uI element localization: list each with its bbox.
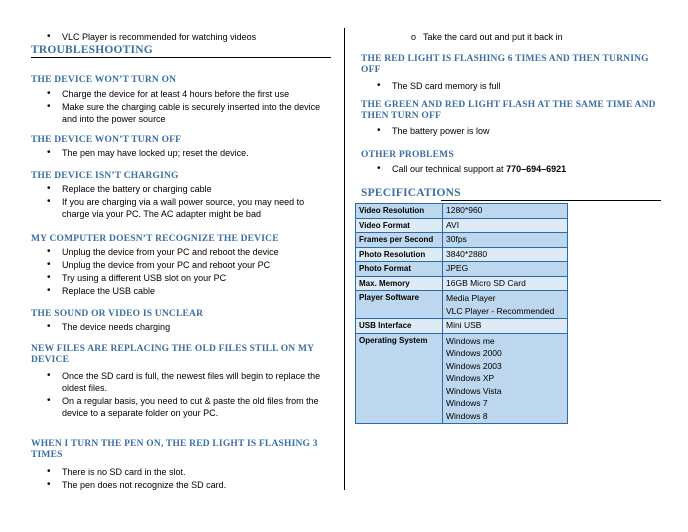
list-item: • Once the SD card is full, the newest files will begin to replace the oldest files. [31,370,331,394]
section-heading: THE SOUND OR VIDEO IS UNCLEAR [31,309,204,319]
section-heading: THE DEVICE WON’T TURN ON [31,75,177,85]
spec-value: Mini USB [443,319,568,334]
spec-key: Max. Memory [356,276,443,291]
spec-value-line: Windows Vista [446,385,502,396]
section-heading: THE GREEN AND RED LIGHT FLASH AT THE SAME TIME AND THEN TURN OFF [361,100,656,121]
list-item: • The pen does not recognize the SD card. [31,479,331,491]
spec-key: Operating System [356,333,443,424]
spec-value-line: VLC Player - Recommended [446,305,555,316]
spec-value-line: Media Player [446,293,496,303]
list-item: • VLC Player is recommended for watching videos [31,31,331,43]
table-row [356,247,568,262]
spec-value: 16GB Micro SD Card [443,276,568,291]
spec-value: 1280*960 [443,204,568,219]
list-item: • Charge the device for at least 4 hours before the first use [31,88,331,100]
list-item: • The battery power is low [361,125,661,137]
section-heading: THE DEVICE ISN’T CHARGING [31,171,179,181]
list-item [361,163,661,175]
list-item: • Try using a different USB slot on your PC [31,272,331,284]
spec-value-line: Windows 2000 [446,348,502,358]
spec-key: Video Resolution [356,204,443,219]
table-row [356,319,568,334]
support-phone: 770–694–6921 [506,164,567,174]
spec-value-line: Windows 7 [446,398,488,408]
list-item: • There is no SD card in the slot. [31,466,331,478]
list-item: • The SD card memory is full [361,80,661,92]
spec-key: Photo Resolution [356,247,443,262]
list-item: • Unplug the device from your PC and reboot the device [31,246,331,258]
table-row [356,291,568,319]
table-row [356,233,568,248]
spec-value-line: Windows XP [446,373,495,383]
list-item: • The pen may have locked up; reset the device. [31,147,331,159]
spec-table [355,203,568,424]
list-item: • If you are charging via a wall power source, you may need to charge via your PC. The AC adapter might be bad [31,196,331,220]
spec-key: Video Format [356,218,443,233]
title-rule [31,57,331,58]
spec-key: Frames per Second [356,233,443,248]
table-row [356,276,568,291]
spec-value [443,333,568,424]
table-row [356,333,568,424]
spec-value-line: Windows me [446,335,495,346]
section-heading: THE DEVICE WON’T TURN OFF [31,135,182,145]
list-item: • Replace the battery or charging cable [31,183,331,195]
list-item: • On a regular basis, you need to cut & paste the old files from the device to a separate folder on your PC. [31,395,331,419]
table-row [356,204,568,219]
list-item: • Unplug the device from your PC and reboot your PC [31,259,331,271]
section-heading: OTHER PROBLEMS [361,150,454,160]
section-heading: MY COMPUTER DOESN’T RECOGNIZE THE DEVICE [31,234,279,244]
list-item: • The device needs charging [31,321,331,333]
section-heading: NEW FILES ARE REPLACING THE OLD FILES STILL ON MY DEVICE [31,344,314,365]
spec-rule [441,200,661,201]
spec-value [443,291,568,319]
spec-key: USB Interface [356,319,443,334]
support-text: Call our technical support at [392,164,507,174]
list-item: • Replace the USB cable [31,285,331,297]
spec-value-line: Windows 8 [446,410,488,421]
spec-value: AVI [443,218,568,233]
table-row [356,218,568,233]
spec-value: 30fps [443,233,568,248]
spec-key: Photo Format [356,262,443,277]
column-divider [344,28,345,490]
section-heading: THE RED LIGHT IS FLASHING 6 TIMES AND THEN TURNING OFF [361,54,649,75]
spec-title: SPECIFICATIONS [361,187,461,199]
list-item: • Make sure the charging cable is securely inserted into the device and into the power source [31,101,331,125]
spec-value: 3840*2880 [443,247,568,262]
spec-value-line: Windows 2003 [446,360,502,371]
page-title: TROUBLESHOOTING [31,44,153,56]
table-row [356,262,568,277]
list-item: o Take the card out and put it back in [361,31,661,43]
spec-value: JPEG [443,262,568,277]
section-heading: WHEN I TURN THE PEN ON, THE RED LIGHT IS FLASHING 3 TIMES [31,439,318,460]
spec-key: Player Software [356,291,443,319]
